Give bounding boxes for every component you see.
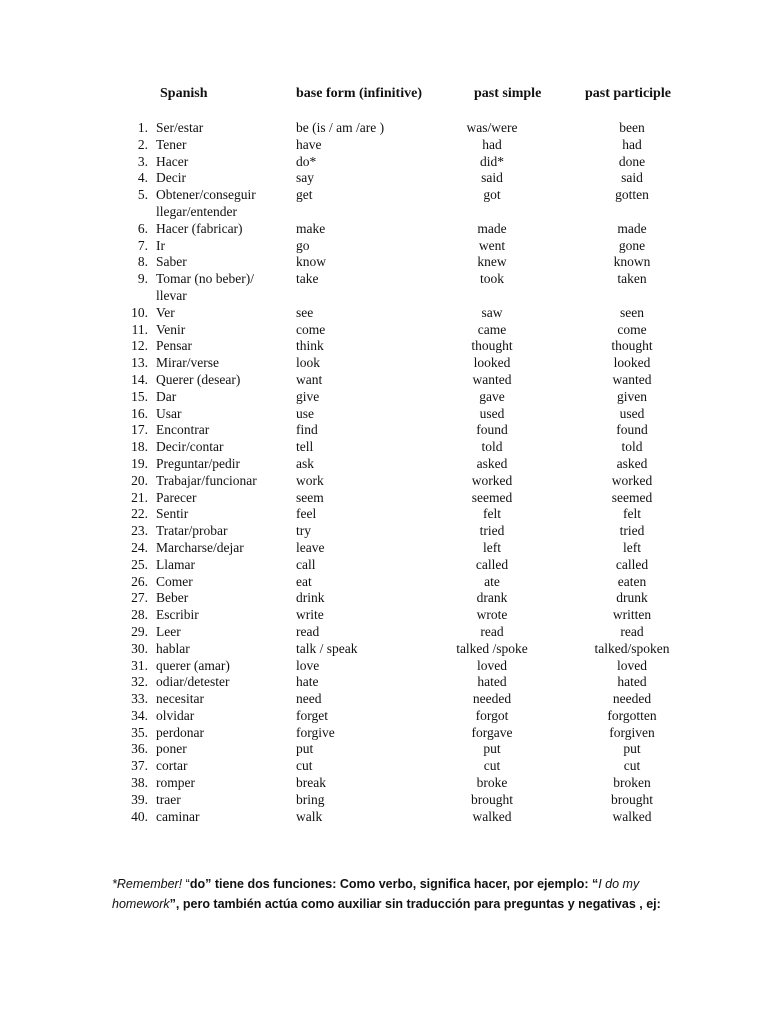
table-row: [0, 691, 768, 708]
row-number: 40.: [131, 808, 148, 824]
spanish-cell: Decir/contar: [156, 439, 224, 455]
base-form-cell: know: [296, 254, 326, 270]
row-number: 27.: [131, 590, 148, 606]
row-number: 19.: [131, 455, 148, 471]
table-row: [0, 389, 768, 406]
table-row: [0, 406, 768, 423]
table-row: [0, 170, 768, 187]
past-participle-cell: asked: [616, 455, 648, 471]
base-form-cell: break: [296, 775, 326, 791]
table-row: [0, 271, 768, 305]
spanish-cell: Tomar (no beber)/ llevar: [156, 271, 255, 303]
past-simple-cell: drank: [476, 590, 508, 606]
spanish-cell: odiar/detester: [156, 674, 230, 690]
past-participle-cell: put: [623, 741, 641, 757]
past-participle-cell: thought: [611, 338, 653, 354]
spanish-cell: Querer (desear): [156, 371, 241, 387]
table-row: [0, 120, 768, 137]
row-number: 25.: [131, 556, 148, 572]
past-participle-cell: tried: [619, 523, 645, 539]
table-row: [0, 490, 768, 507]
spanish-cell: hablar: [156, 640, 190, 656]
past-participle-cell: used: [619, 405, 645, 421]
spanish-cell: cortar: [156, 758, 188, 774]
past-participle-cell: told: [621, 439, 643, 455]
base-form-cell: hate: [296, 674, 319, 690]
past-simple-cell: forgave: [471, 724, 513, 740]
table-row: [0, 439, 768, 456]
table-row: [0, 607, 768, 624]
table-row: [0, 641, 768, 658]
past-simple-cell: needed: [472, 691, 512, 707]
spanish-cell: Comer: [156, 573, 193, 589]
base-form-cell: give: [296, 388, 320, 404]
table-row: [0, 355, 768, 372]
row-number: 20.: [131, 472, 148, 488]
past-participle-cell: been: [619, 120, 645, 135]
base-form-cell: love: [296, 657, 320, 673]
base-form-cell: be (is / am /are ): [296, 120, 385, 135]
row-number: 34.: [131, 707, 148, 723]
past-participle-cell: said: [621, 170, 643, 186]
row-number: 31.: [131, 657, 148, 673]
base-form-cell: have: [296, 136, 322, 152]
past-simple-cell: called: [475, 556, 509, 572]
row-number: 12.: [131, 338, 148, 354]
past-simple-cell: tried: [479, 523, 505, 539]
past-simple-cell: ate: [484, 573, 500, 589]
base-form-cell: make: [296, 220, 326, 236]
past-simple-cell: talked /spoke: [456, 640, 528, 656]
table-row: [0, 372, 768, 389]
past-participle-cell: needed: [612, 691, 652, 707]
verb-table: [0, 120, 768, 825]
past-simple-cell: saw: [481, 304, 503, 320]
past-participle-cell: known: [613, 254, 651, 270]
base-form-cell: walk: [296, 808, 323, 824]
past-simple-cell: said: [481, 170, 503, 186]
row-number: 26.: [131, 573, 148, 589]
row-number: 10.: [131, 304, 148, 320]
past-participle-cell: hated: [617, 674, 647, 690]
past-simple-cell: hated: [477, 674, 507, 690]
spanish-cell: Ser/estar: [156, 120, 204, 135]
row-number: 35.: [131, 724, 148, 740]
base-form-cell: forgive: [296, 724, 335, 740]
table-row: [0, 775, 768, 792]
table-row: [0, 809, 768, 826]
spanish-cell: romper: [156, 775, 195, 791]
row-number: 39.: [131, 791, 148, 807]
table-row: [0, 473, 768, 490]
base-form-cell: say: [296, 170, 314, 186]
table-row: [0, 187, 768, 221]
row-number: 18.: [131, 439, 148, 455]
past-participle-cell: left: [623, 539, 641, 555]
past-simple-cell: had: [482, 136, 502, 152]
past-simple-cell: walked: [472, 808, 512, 824]
base-form-cell: find: [296, 422, 318, 438]
row-number: 14.: [131, 371, 148, 387]
note-example: I do my homework: [112, 877, 640, 911]
spanish-cell: Obtener/conseguir llegar/entender: [156, 187, 256, 219]
past-participle-cell: worked: [611, 472, 653, 488]
past-participle-cell: gone: [618, 237, 646, 253]
past-participle-cell: taken: [617, 271, 647, 287]
base-form-cell: work: [296, 472, 324, 488]
spanish-cell: Dar: [156, 388, 177, 404]
base-form-cell: eat: [296, 573, 312, 589]
base-form-cell: drink: [296, 590, 325, 606]
spanish-cell: querer (amar): [156, 657, 230, 673]
base-form-cell: look: [296, 355, 321, 371]
table-row: [0, 557, 768, 574]
base-form-cell: put: [296, 741, 314, 757]
table-row: [0, 590, 768, 607]
spanish-cell: Ir: [156, 237, 165, 253]
spanish-cell: Venir: [156, 321, 186, 337]
past-simple-cell: wrote: [476, 607, 508, 623]
past-participle-cell: seen: [620, 304, 644, 320]
spanish-cell: Ver: [156, 304, 175, 320]
row-number: 38.: [131, 775, 148, 791]
row-number: 23.: [131, 523, 148, 539]
spanish-cell: necesitar: [156, 691, 204, 707]
past-participle-cell: called: [615, 556, 649, 572]
base-form-cell: try: [296, 523, 311, 539]
spanish-cell: Encontrar: [156, 422, 210, 438]
row-number: 15.: [131, 388, 148, 404]
past-participle-cell: seemed: [611, 489, 653, 505]
row-number: 9.: [137, 271, 148, 287]
row-number: 11.: [131, 321, 148, 337]
past-participle-cell: felt: [623, 506, 641, 522]
table-row: [0, 792, 768, 809]
past-participle-cell: gotten: [615, 187, 649, 203]
table-row: [0, 456, 768, 473]
past-participle-cell: come: [617, 321, 647, 337]
row-number: 32.: [131, 674, 148, 690]
header-past-participle: past participle: [585, 86, 671, 101]
past-simple-cell: seemed: [471, 489, 513, 505]
past-participle-cell: had: [622, 136, 642, 152]
spanish-cell: Leer: [156, 623, 181, 639]
row-number: 16.: [131, 405, 148, 421]
spanish-cell: Beber: [156, 590, 189, 606]
base-form-cell: see: [296, 304, 314, 320]
table-row: [0, 322, 768, 339]
table-row: [0, 422, 768, 439]
note-do-word: do: [189, 877, 206, 891]
past-participle-cell: eaten: [617, 573, 647, 589]
row-number: 36.: [131, 741, 148, 757]
base-form-cell: get: [296, 187, 313, 203]
spanish-cell: Usar: [156, 405, 182, 421]
table-row: [0, 137, 768, 154]
past-simple-cell: worked: [471, 472, 513, 488]
past-participle-cell: walked: [612, 808, 652, 824]
row-number: 30.: [131, 640, 148, 656]
past-participle-cell: drunk: [616, 590, 648, 606]
past-participle-cell: read: [620, 623, 644, 639]
past-simple-cell: broke: [476, 775, 508, 791]
row-number: 5.: [137, 187, 148, 203]
table-row: [0, 305, 768, 322]
spanish-cell: Parecer: [156, 489, 197, 505]
base-form-cell: go: [296, 237, 310, 253]
table-row: [0, 506, 768, 523]
header-spanish: Spanish: [160, 86, 208, 101]
table-row: [0, 338, 768, 355]
base-form-cell: take: [296, 271, 319, 287]
row-number: 22.: [131, 506, 148, 522]
table-row: [0, 238, 768, 255]
past-participle-cell: made: [617, 220, 647, 236]
past-participle-cell: given: [617, 388, 647, 404]
past-simple-cell: took: [479, 271, 504, 287]
past-participle-cell: loved: [617, 657, 647, 673]
table-row: [0, 725, 768, 742]
base-form-cell: do*: [296, 153, 317, 169]
spanish-cell: Tener: [156, 136, 187, 152]
past-simple-cell: knew: [477, 254, 507, 270]
table-row: [0, 758, 768, 775]
spanish-cell: Preguntar/pedir: [156, 455, 240, 471]
past-simple-cell: got: [483, 187, 501, 203]
past-simple-cell: thought: [471, 338, 513, 354]
note-remember: *Remember!: [112, 877, 183, 891]
row-number: 24.: [131, 539, 148, 555]
table-row: [0, 708, 768, 725]
spanish-cell: Marcharse/dejar: [156, 539, 244, 555]
base-form-cell: need: [296, 691, 322, 707]
row-number: 28.: [131, 607, 148, 623]
table-row: [0, 741, 768, 758]
row-number: 17.: [131, 422, 148, 438]
row-number: 37.: [131, 758, 148, 774]
past-simple-cell: loved: [477, 657, 507, 673]
spanish-cell: Hacer (fabricar): [156, 220, 243, 236]
spanish-cell: traer: [156, 791, 181, 807]
row-number: 2.: [137, 136, 148, 152]
base-form-cell: write: [296, 607, 324, 623]
table-row: [0, 221, 768, 238]
row-number: 1.: [137, 120, 148, 135]
past-simple-cell: felt: [483, 506, 501, 522]
row-number: 29.: [131, 623, 148, 639]
spanish-cell: Decir: [156, 170, 186, 186]
base-form-cell: think: [296, 338, 324, 354]
base-form-cell: talk / speak: [296, 640, 358, 656]
table-row: [0, 154, 768, 171]
past-participle-cell: done: [618, 153, 646, 169]
header-base-form: base form (infinitive): [296, 86, 422, 101]
spanish-cell: Tratar/probar: [156, 523, 228, 539]
spanish-cell: poner: [156, 741, 187, 757]
table-row: [0, 624, 768, 641]
spanish-cell: Pensar: [156, 338, 192, 354]
past-simple-cell: asked: [476, 455, 508, 471]
row-number: 13.: [131, 355, 148, 371]
row-number: 3.: [137, 153, 148, 169]
base-form-cell: call: [296, 556, 316, 572]
note-quote-open: “: [182, 877, 190, 891]
past-simple-cell: was/were: [466, 120, 518, 135]
past-participle-cell: forgiven: [609, 724, 655, 740]
header-past-simple: past simple: [474, 86, 542, 101]
spanish-cell: Sentir: [156, 506, 189, 522]
table-row: [0, 658, 768, 675]
base-form-cell: bring: [296, 791, 325, 807]
base-form-cell: forget: [296, 707, 328, 723]
past-simple-cell: put: [483, 741, 501, 757]
past-simple-cell: told: [481, 439, 503, 455]
past-simple-cell: used: [479, 405, 505, 421]
spanish-cell: Hacer: [156, 153, 189, 169]
past-simple-cell: made: [477, 220, 507, 236]
past-simple-cell: left: [483, 539, 501, 555]
row-number: 6.: [137, 220, 148, 236]
past-simple-cell: read: [480, 623, 504, 639]
past-simple-cell: found: [476, 422, 508, 438]
past-participle-cell: broken: [613, 775, 651, 791]
table-row: [0, 523, 768, 540]
row-number: 7.: [137, 237, 148, 253]
table-row: [0, 674, 768, 691]
base-form-cell: tell: [296, 439, 314, 455]
past-participle-cell: written: [612, 607, 652, 623]
spanish-cell: olvidar: [156, 707, 195, 723]
past-participle-cell: brought: [611, 791, 653, 807]
base-form-cell: want: [296, 371, 323, 387]
row-number: 8.: [137, 254, 148, 270]
past-simple-cell: forgot: [475, 707, 509, 723]
past-simple-cell: came: [477, 321, 507, 337]
past-participle-cell: cut: [623, 758, 641, 774]
base-form-cell: seem: [296, 489, 324, 505]
base-form-cell: cut: [296, 758, 313, 774]
past-simple-cell: gave: [479, 388, 505, 404]
past-participle-cell: forgotten: [607, 707, 657, 723]
past-simple-cell: went: [478, 237, 506, 253]
spanish-cell: caminar: [156, 808, 200, 824]
spanish-cell: Llamar: [156, 556, 195, 572]
past-participle-cell: wanted: [612, 371, 652, 387]
spanish-cell: Saber: [156, 254, 187, 270]
note-body: ” tiene dos funciones: Como verbo, significa hacer, por ejemplo: “: [205, 877, 599, 891]
past-simple-cell: brought: [471, 791, 513, 807]
base-form-cell: use: [296, 405, 314, 421]
table-row: [0, 574, 768, 591]
past-simple-cell: looked: [473, 355, 511, 371]
past-simple-cell: cut: [483, 758, 501, 774]
past-simple-cell: wanted: [472, 371, 512, 387]
past-participle-cell: looked: [613, 355, 651, 371]
table-row: [0, 254, 768, 271]
table-header: [0, 86, 768, 106]
row-number: 21.: [131, 489, 148, 505]
base-form-cell: come: [296, 321, 326, 337]
past-participle-cell: found: [616, 422, 648, 438]
spanish-cell: Mirar/verse: [156, 355, 219, 371]
row-number: 4.: [137, 170, 148, 186]
row-number: 33.: [131, 691, 148, 707]
spanish-cell: Escribir: [156, 607, 199, 623]
base-form-cell: leave: [296, 539, 325, 555]
table-row: [0, 540, 768, 557]
remember-note: [112, 874, 672, 914]
base-form-cell: feel: [296, 506, 317, 522]
past-participle-cell: talked/spoken: [594, 640, 670, 656]
base-form-cell: read: [296, 623, 320, 639]
base-form-cell: ask: [296, 455, 314, 471]
past-simple-cell: did*: [479, 153, 504, 169]
note-tail: ”, pero también actúa como auxiliar sin traducción para preguntas y negativas , ej:: [169, 897, 661, 911]
spanish-cell: Trabajar/funcionar: [156, 472, 257, 488]
spanish-cell: perdonar: [156, 724, 204, 740]
